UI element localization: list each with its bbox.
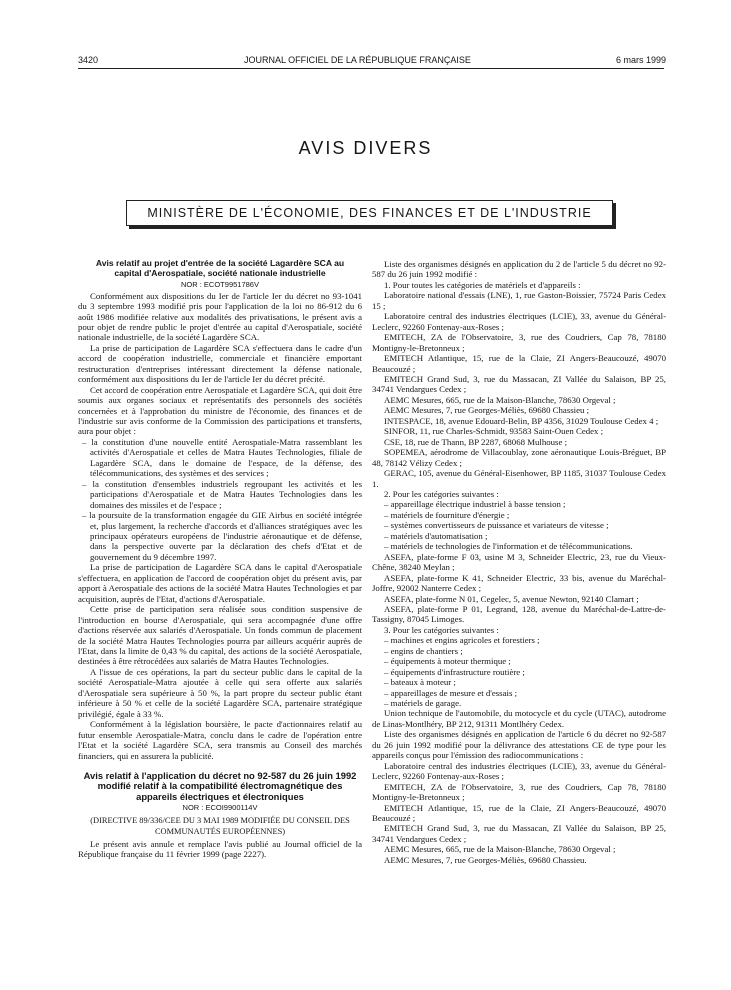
notice1-nor: NOR : ECOT9951786V: [181, 279, 259, 289]
right-column: [372, 259, 666, 865]
list-item: – matériels de garage.: [384, 698, 462, 709]
paragraph: A l'issue de ces opérations, la part du secteur public dans le capital de la société Aerospatiale-Matra ajoutée à celle qui sera offerte aux salariés d'Aerospatiale sera supérieure à 50 %, la part propre du secteur public étant inférieure à 50 % et celle de la société Lagardère SCA, partenaire stratégique privilégié, égale à 33 %.: [78, 666, 362, 719]
list-item: EMITECH, ZA de l'Observatoire, 3, rue des Coudriers, Cap 78, 78180 Montigny-le-Bretonneux ;: [372, 332, 666, 353]
journal-title: JOURNAL OFFICIEL DE LA RÉPUBLIQUE FRANÇAISE: [244, 55, 471, 65]
ministry-name: MINISTÈRE DE L'ÉCONOMIE, DES FINANCES ET DE L'INDUSTRIE: [147, 206, 592, 220]
paragraph: Liste des organismes désignés en application du 2 de l'article 5 du décret no 92-587 du 26 juin 1992 modifié :: [372, 259, 666, 280]
notice2-nor: NOR : ECOI9900114V: [182, 803, 258, 813]
list-item: AEMC Mesures, 7, rue Georges-Méliès, 69680 Chassieu.: [384, 854, 587, 865]
paragraph: Cette prise de participation sera réalisée sous condition suspensive de l'introduction en bourse d'Aerospatiale, qui sera accompagnée d'une offre d'actions réservée aux salariés d'Aerospatiale. Un fonds commun de placement de la société Matra Hautes Technologies pourra par ailleurs acquérir auprès de l'Etat, dans la limite de 0,43 % du capital, des actions de la société Aerospatiale, destinées à être rétrocédées aux salariés de Matra Hautes Technologies.: [78, 604, 362, 667]
paragraph: Conformément aux dispositions du Ier de l'article Ier du décret no 93-1041 du 3 septembre 1993 modifié pris pour l'application de la loi no 86-912 du 6 août 1986 modifiée relative aux modalités des privatisations, le présent avis a pour objet de rendre public le projet d'entrée au capital d'Aerospatiale, société nationale industrielle, de la société Lagardère SCA.: [78, 290, 362, 343]
list-item: EMITECH Atlantique, 15, rue de la Claie, ZI Angers-Beaucouzé, 49070 Beaucouzé ;: [372, 353, 666, 374]
list-item: AEMC Mesures, 665, rue de la Maison-Blanche, 78630 Orgeval ;: [384, 844, 616, 855]
list-item: – la poursuite de la transformation engagée du GIE Airbus en société intégrée et, plus largement, la recherche d'accords et d'alliances stratégiques avec les principaux opérateurs européens de l'industrie aéronautique et de défense, dans la perspective ouverte par la déclaration des chefs d'Etat et de gouvernement du 9 décembre 1997.: [82, 510, 362, 562]
list-item: – matériels de technologies de l'information et de télécommunications.: [384, 541, 633, 552]
list-item: – appareillages de mesure et d'essais ;: [384, 687, 518, 698]
list-item: – matériels de fourniture d'énergie ;: [384, 509, 510, 520]
list-item: Laboratoire central des industries électriques (LCIE), 33, avenue du Général-Leclerc, 92260 Fontenay-aux-Roses ;: [372, 311, 666, 332]
paragraph: Liste des organismes désignés en application de l'article 6 du décret no 92-587 du 26 juin 1992 modifié pour la délivrance des attestations CE de type pour les appareils conçus pour l'émission des radiocommunications :: [372, 729, 666, 761]
list-item: EMITECH Grand Sud, 3, rue du Massacan, ZI Vallée du Salaison, BP 25, 34741 Vendargues Cedex ;: [372, 823, 666, 844]
list-item: ASEFA, plate-forme N 01, Cegelec, 5, avenue Newton, 92140 Clamart ;: [384, 593, 639, 604]
paragraph: Le présent avis annule et remplace l'avis publié au Journal officiel de la République française du 11 février 1999 (page 2227).: [78, 838, 362, 860]
list-item: – la constitution d'une nouvelle entité Aerospatiale-Matra rassemblant les activités d'Aerospatiale et celles de Matra Hautes Technologies, filiale de Lagardère SCA, dans le domaine de l'espace, de la défense, des télécommunications, des systèmes et des services ;: [82, 436, 362, 479]
left-column: [78, 259, 362, 860]
list-item: – équipements d'infrastructure routière ;: [384, 666, 525, 677]
notice1-title: Avis relatif au projet d'entrée de la société Lagardère SCA au capital d'Aerospatiale, société nationale industrielle: [95, 258, 345, 278]
paragraph: La prise de participation de Lagardère SCA dans le capital d'Aerospatiale s'effectuera, en application de l'accord de coopération objet du présent avis, par apport à Aerospatiale des actions de la société Matra Hautes Technologies et par acquisition, auprès de l'Etat, d'actions d'Aerospatiale.: [78, 562, 362, 604]
list-item: SOPEMEA, aérodrome de Villacoublay, zone aéronautique Louis-Bréguet, BP 48, 78142 Vélizy Cedex ;: [372, 447, 666, 468]
list-item: ASEFA, plate-forme F 03, usine M 3, Schneider Electric, 23, rue du Vieux-Chêne, 38240 Meylan ;: [372, 551, 666, 573]
list-item: Laboratoire national d'essais (LNE), 1, rue Gaston-Boissier, 75724 Paris Cedex 15 ;: [372, 290, 666, 311]
list-item: – systèmes convertisseurs de puissance et variateurs de vitesse ;: [384, 520, 609, 531]
paragraph: Conformément à la législation boursière, le pacte d'actionnaires relatif au futur ensemble Aerospatiale-Matra, conclu dans le cadre de l'opération entre l'Etat et la société Lagardère SCA, sera transmis au Conseil des marchés financiers, qui en assurera la publicité.: [78, 719, 362, 761]
page-number: 3420: [78, 55, 99, 65]
list-item: ASEFA, plate-forme K 41, Schneider Electric, 33 bis, avenue du Maréchal-Joffre, 92002 Nanterre Cedex ;: [372, 572, 666, 594]
list-item: GERAC, 105, avenue du Général-Eisenhower, BP 1185, 31037 Toulouse Cedex 1.: [372, 468, 666, 489]
list-item: EMITECH, ZA de l'Observatoire, 3, rue des Coudriers, Cap 78, 78180 Montigny-le-Bretonneux ;: [372, 781, 666, 803]
list-item: – machines et engins agricoles et forestiers ;: [384, 635, 540, 646]
directive-reference: (DIRECTIVE 89/336/CEE DU 3 MAI 1989 MODIFIÉE DU CONSEIL DES COMMUNAUTÉS EUROPÉENNES): [90, 816, 350, 836]
list-item: EMITECH Grand Sud, 3, rue du Massacan, ZI Vallée du Salaison, BP 25, 34741 Vendargues Cedex ;: [372, 373, 666, 395]
list-item: EMITECH Atlantique, 15, rue de la Claie, ZI Angers-Beaucouzé, 49070 Beaucouzé ;: [372, 802, 666, 824]
section-heading: 2. Pour les catégories suivantes :: [384, 488, 499, 499]
running-header: [78, 55, 666, 67]
list-item: – appareillage électrique industriel à basse tension ;: [384, 499, 566, 510]
paragraph: Cet accord de coopération entre Aerospatiale et Lagardère SCA, qui doit être soumis aux organes sociaux et représentatifs des personnels des sociétés concernées et à l'approbation du ministre de l'économie, des finances et de l'industrie sur avis conforme de la Commission des participations et transferts, aura pour objet :: [78, 384, 362, 437]
list-item: AEMC Mesures, 665, rue de la Maison-Blanche, 78630 Orgeval ;: [384, 394, 616, 405]
header-rule: [78, 68, 664, 69]
issue-date: 6 mars 1999: [615, 55, 666, 65]
list-item: – engins de chantiers ;: [384, 645, 463, 656]
section-heading: 3. Pour les catégories suivantes :: [384, 624, 499, 635]
list-item: – bateaux à moteur ;: [384, 677, 456, 688]
ministry-banner: [126, 200, 613, 226]
list-item: CSE, 18, rue de Thann, BP 2287, 68068 Mulhouse ;: [384, 436, 568, 447]
list-item: ASEFA, plate-forme P 01, Legrand, 128, avenue du Maréchal-de-Lattre-de-Tassigny, 87045 Limoges.: [372, 603, 666, 625]
list-item: INTESPACE, 18, avenue Edouard-Belin, BP 4356, 31029 Toulouse Cedex 4 ;: [384, 415, 659, 426]
list-item: – matériels d'automatisation ;: [384, 530, 488, 541]
paragraph: Union technique de l'automobile, du motocycle et du cycle (UTAC), autodrome de Linas-Montlhéry, BP 212, 91311 Montlhéry Cedex.: [372, 708, 666, 729]
list-item: AEMC Mesures, 7, rue Georges-Méliès, 69680 Chassieu ;: [384, 405, 590, 416]
list-item: – la constitution d'ensembles industriels regroupant les activités et les participations d'Aerospatiale et de Matra Hautes Technologies dans les domaines des missiles et de l'espace ;: [82, 478, 362, 510]
list-item: SINFOR, 11, rue Charles-Schmidt, 93583 Saint-Ouen Cedex ;: [384, 426, 604, 437]
list-item: Laboratoire central des industries électriques (LCIE), 33, avenue du Général-Leclerc, 92260 Fontenay-aux-Roses ;: [372, 760, 666, 782]
notice2-title: Avis relatif à l'application du décret no 92-587 du 26 juin 1992 modifié relatif à la compatibilité électromagnétique des appareils électriques et électroniques: [83, 769, 357, 802]
list-item: – équipements à moteur thermique ;: [384, 656, 511, 667]
section-title: AVIS DIVERS: [298, 138, 433, 158]
paragraph: La prise de participation de Lagardère SCA s'effectuera dans le cadre d'un accord de coopération industrielle, commerciale et financière emportant restructuration d'entreprises intéressant directement la défense nationale, conformément aux dispositions du Ier de l'article Ier du décret précité.: [78, 342, 362, 385]
section-heading: 1. Pour toutes les catégories de matériels et d'appareils :: [384, 279, 581, 290]
